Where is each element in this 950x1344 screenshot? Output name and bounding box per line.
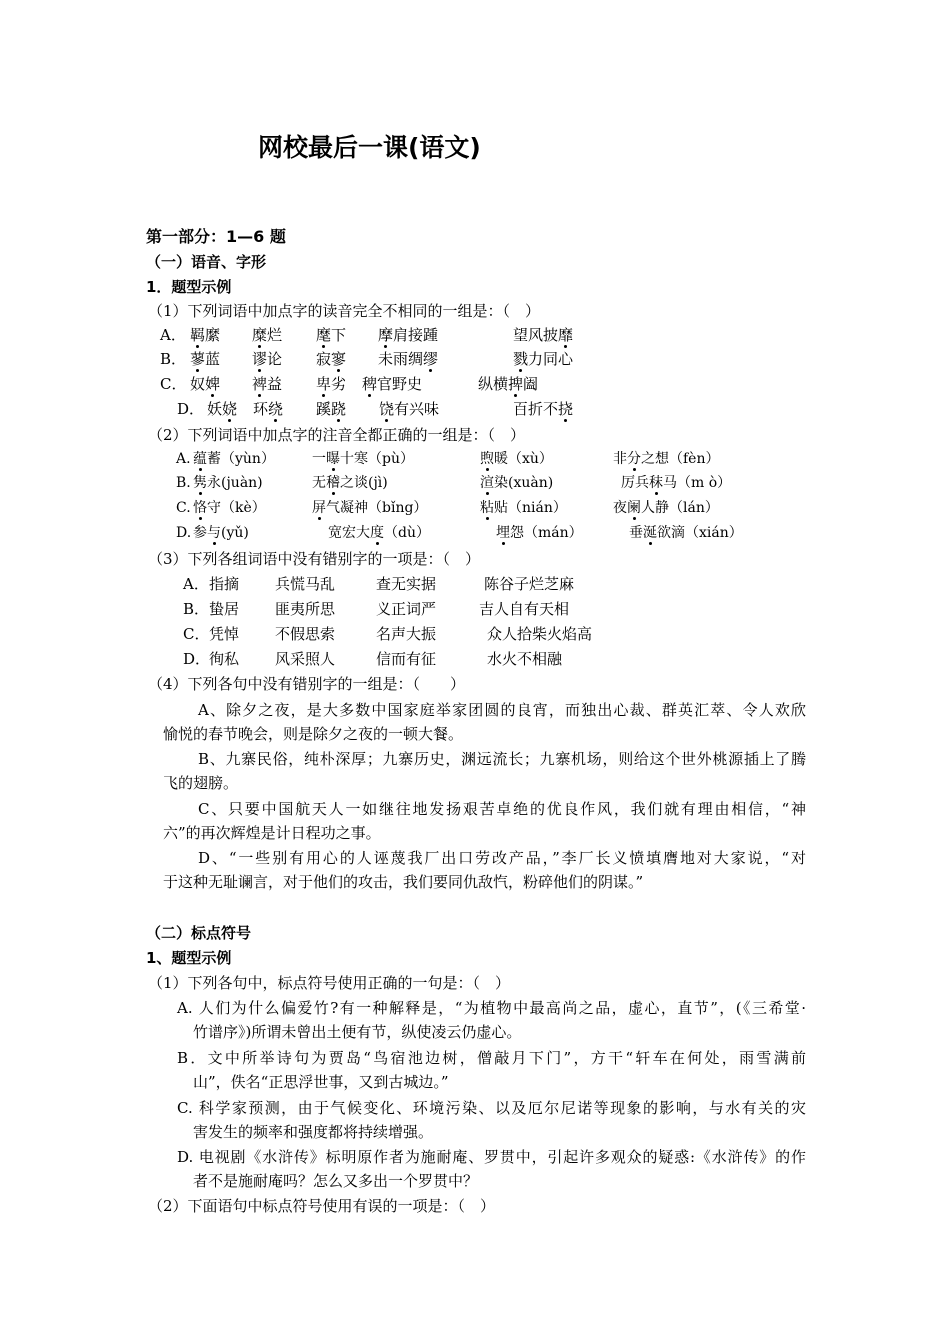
word-item: 纵横捭阖 [478,375,539,393]
option-letter: B． [183,600,210,618]
word-item: 无稽之谈(jì) [312,475,388,491]
word-item: 信而有征 [376,650,437,668]
page-title: 网校最后一课(语文) [258,133,481,162]
word-item: 垂涎欲滴（xián） [629,525,743,541]
question-stem: （2）下面语句中标点符号使用有误的一项是：（ ） [148,1197,496,1215]
word-item: 宽宏大度（dù） [328,525,430,541]
option-row [160,325,620,345]
option-paragraph-line: 于这种无耻谰言，对于他们的攻击，我们要同仇敌忾，粉碎他们的阴谋。” [163,873,644,891]
word-item: 屏气凝神（bǐng） [312,500,428,516]
word-item: 百折不挠 [513,400,574,418]
option-paragraph-line: 竹谱序》)所谓未曾出土便有节，纵使凌云仍虚心。 [193,1023,522,1041]
word-item: 粘贴（nián） [480,500,567,516]
word-item: 稗官野史 [362,375,423,393]
word-item: 义正词严 [376,600,437,618]
word-item: 陈谷子烂芝麻 [484,575,575,593]
option-letter: C． [183,625,210,643]
word-item: 查无实据 [376,575,437,593]
word-item: 兵慌马乱 [275,575,336,593]
question-stem: （1）下列各句中，标点符号使用正确的一句是：（ ） [148,974,511,992]
option-row [183,599,683,619]
word-item: 凭悼 [209,625,240,643]
word-item: 蕴蓄（yùn） [193,451,275,467]
word-item: 非分之想（fèn） [613,451,720,467]
option-paragraph-line: 山”，佚名“正思浮世事，又到古城边。” [193,1073,449,1091]
word-item: 摩肩接踵 [378,326,439,344]
part-heading: 第一部分：1—6 题 [146,227,286,246]
word-item: 水火不相融 [487,650,563,668]
word-item: 饶有兴味 [379,400,440,418]
word-item: 蛰居 [209,600,240,618]
word-item: 卑劣 [316,375,347,393]
question-stem: （4）下列各句中没有错别字的一组是：（ ） [148,675,466,693]
word-item: 望风披靡 [513,326,574,344]
word-item: 未雨绸缪 [378,350,439,368]
word-item: 众人拾柴火焰高 [487,625,593,643]
word-item: 煦暖（xù） [480,451,553,467]
word-item: 妖娆 [207,400,238,418]
option-paragraph-line: B、九寨民俗，纯朴深厚；九寨历史，渊远流长；九寨机场，则给这个世外桃源插上了腾 [198,750,806,768]
word-item: 徇私 [209,650,240,668]
option-row [176,523,776,543]
option-letter: A． [160,326,186,344]
option-paragraph-line: 愉悦的春节晚会，则是除夕之夜的一顿大餐。 [163,725,464,743]
section-heading-phonetics: （一）语音、字形 [146,253,267,271]
option-letter: A． [183,575,209,593]
word-item: 名声大振 [376,625,437,643]
word-item: 匪夷所思 [275,600,336,618]
option-row [176,498,776,518]
word-item: 一曝十寒（pù） [312,451,414,467]
word-item: 风采照人 [275,650,336,668]
word-item: 吉人自有天相 [479,600,570,618]
option-letter: C. [176,500,191,516]
word-item: 不假思索 [275,625,336,643]
word-item: 渲染(xuàn) [480,475,554,491]
option-letter: D. [176,525,192,541]
option-paragraph-line: D、“一些别有用心的人诬蔑我厂出口劳改产品，”李厂长义愤填膺地对大家说，“对 [198,849,806,867]
word-item: 蓼蓝 [190,350,221,368]
option-paragraph-line: 害发生的频率和强度都将持续增强。 [193,1123,434,1141]
option-paragraph-line: C. 科学家预测，由于气候变化、环境污染、以及厄尔尼诺等现象的影响，与水有关的灾 [177,1099,806,1117]
word-item: 隽永(juàn) [193,475,263,491]
word-item: 寂寥 [316,350,347,368]
word-item: 谬论 [252,350,283,368]
option-row [160,374,620,394]
option-paragraph-line: C、只要中国航天人一如继往地发扬艰苦卓绝的优良作风，我们就有理由相信，“神 [198,800,806,818]
section-heading-punctuation: （二）标点符号 [146,924,252,942]
word-item: 埋怨（mán） [496,525,583,541]
word-item: 环绕 [253,400,284,418]
option-row [183,649,683,669]
option-row [183,574,683,594]
question-stem: （3）下列各组词语中没有错别字的一项是：（ ） [148,550,481,568]
word-item: 指摘 [209,575,240,593]
option-row [183,624,683,644]
word-item: 戮力同心 [513,350,574,368]
word-item: 奴婢 [190,375,221,393]
option-letter: D． [183,650,211,668]
word-item: 羁縻 [190,326,221,344]
word-item: 厉兵秣马（m ò） [621,475,732,491]
option-paragraph-line: A. 人们为什么偏爱竹?有一种解释是，“为植物中最高尚之品，虚心，直节”，(《三希堂· [177,999,806,1017]
option-paragraph-line: B．文中所举诗句为贾岛“鸟宿池边树，僧敲月下门”，方干“轩车在何处，雨雪满前 [177,1049,806,1067]
option-letter: D． [177,400,205,418]
option-paragraph-line: A、除夕之夜，是大多数中国家庭举家团圆的良宵，而独出心裁、群英汇萃、令人欢欣 [198,701,806,719]
subheading-examples-2: 1、题型示例 [146,949,232,967]
option-paragraph-line: 飞的翅膀。 [163,774,239,792]
word-item: 麾下 [316,326,347,344]
option-letter: C． [160,375,187,393]
word-item: 夜阑人静（lán） [613,500,719,516]
word-item: 糜烂 [252,326,283,344]
option-row [176,473,776,493]
option-letter: B. [176,475,191,491]
word-item: 参与(yǔ) [193,525,249,541]
option-paragraph-line: 者不是施耐庵吗？怎么又多出一个罗贯中？ [193,1172,479,1190]
word-item: 恪守（kè） [193,500,266,516]
subheading-examples-1: 1．题型示例 [146,278,232,296]
word-item: 蹊跷 [316,400,347,418]
option-letter: B． [160,350,187,368]
question-stem: （2）下列词语中加点字的注音全都正确的一组是：（ ） [148,426,526,444]
option-paragraph-line: 六”的再次辉煌是计日程功之事。 [163,824,381,842]
option-row [160,349,620,369]
option-row [177,399,637,419]
question-stem: （1）下列词语中加点字的读音完全不相同的一组是：（ ） [148,302,541,320]
word-item: 裨益 [252,375,283,393]
option-letter: A. [176,451,191,467]
option-paragraph-line: D. 电视剧《水浒传》标明原作者为施耐庵、罗贯中，引起许多观众的疑惑:《水浒传》的作 [177,1148,806,1166]
option-row [176,449,776,469]
